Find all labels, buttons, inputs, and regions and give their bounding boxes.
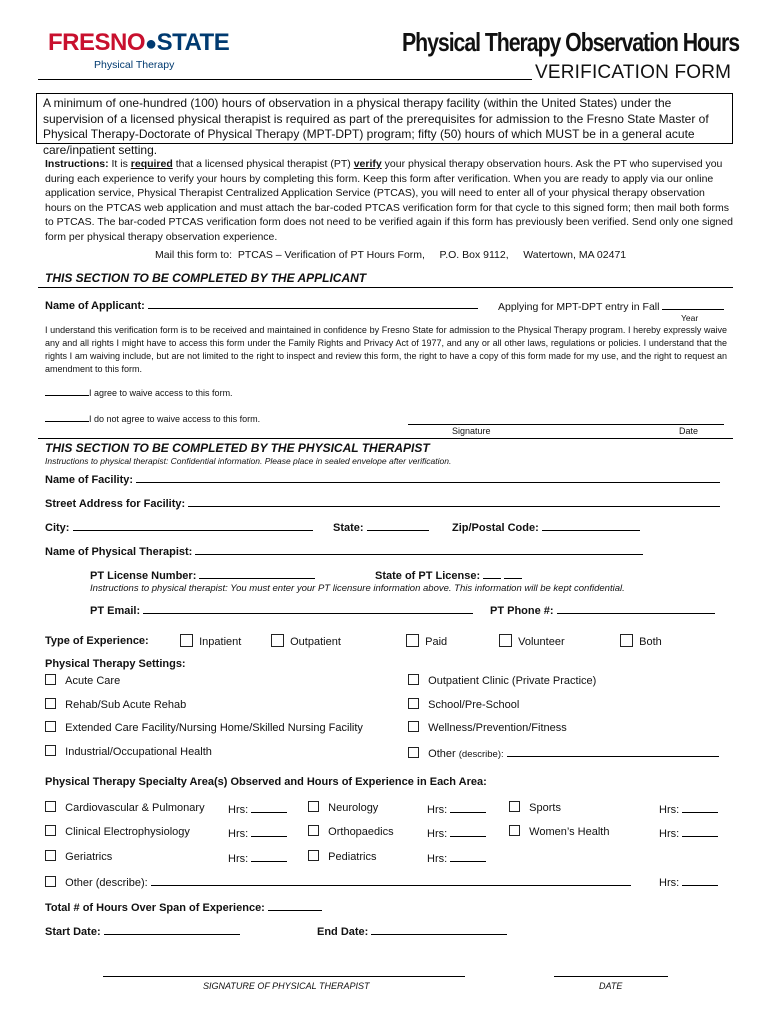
agree-label: I agree to waive access to this form. bbox=[89, 388, 233, 398]
setting-other-label: Other bbox=[428, 748, 456, 760]
end-label: End Date: bbox=[317, 926, 369, 938]
zip-label: Zip/Postal Code: bbox=[452, 522, 539, 534]
setting-wellness-checkbox[interactable] bbox=[408, 721, 419, 732]
total-field[interactable] bbox=[268, 899, 322, 911]
agree-initial-field[interactable] bbox=[45, 387, 89, 396]
hrs-label: Hrs: bbox=[228, 828, 249, 840]
total-row bbox=[45, 899, 322, 914]
spec-geriatrics-hrs bbox=[228, 850, 287, 865]
hrs-label: Hrs: bbox=[228, 853, 249, 865]
license-state-label: State of PT License: bbox=[375, 570, 481, 582]
setting-other-checkbox[interactable] bbox=[408, 747, 419, 758]
pt-signature-line[interactable] bbox=[103, 976, 465, 977]
applying-label: Applying for MPT-DPT entry in Fall bbox=[498, 301, 660, 313]
city-field[interactable] bbox=[73, 519, 313, 531]
exp-paid-label: Paid bbox=[425, 636, 448, 648]
logo-word1: FRESNO bbox=[48, 29, 146, 56]
exp-inpatient-checkbox[interactable] bbox=[180, 634, 193, 647]
spec-peds-checkbox[interactable] bbox=[308, 850, 319, 861]
hrs-label: Hrs: bbox=[427, 804, 448, 816]
setting-school[interactable] bbox=[408, 698, 519, 711]
state-field[interactable] bbox=[367, 519, 429, 531]
spec-other bbox=[45, 874, 631, 889]
instructions-text-1: It is bbox=[108, 158, 131, 170]
applicant-heading: THIS SECTION TO BE COMPLETED BY THE APPLICANT bbox=[45, 271, 367, 285]
instructions-label: Instructions: bbox=[45, 158, 109, 170]
exp-both-checkbox[interactable] bbox=[620, 634, 633, 647]
spec-ortho-checkbox[interactable] bbox=[308, 825, 319, 836]
spec-womens-checkbox[interactable] bbox=[509, 825, 520, 836]
spec-other-label: Other (describe): bbox=[65, 877, 148, 889]
signature-label: Signature bbox=[452, 426, 491, 436]
therapist-heading: THIS SECTION TO BE COMPLETED BY THE PHYSICAL THERAPIST bbox=[45, 441, 430, 455]
therapist-heading-rule bbox=[38, 438, 733, 439]
date-label: Date bbox=[679, 426, 699, 436]
setting-industrial-checkbox[interactable] bbox=[45, 745, 56, 756]
end-row bbox=[317, 923, 507, 938]
setting-extended-care[interactable] bbox=[45, 721, 363, 734]
exp-volunteer-checkbox[interactable] bbox=[499, 634, 512, 647]
agree-row bbox=[45, 387, 233, 398]
spec-electro-label: Clinical Electrophysiology bbox=[65, 826, 190, 838]
spec-womens[interactable] bbox=[509, 825, 609, 838]
pt-name-label: Name of Physical Therapist: bbox=[45, 546, 193, 558]
city-label: City: bbox=[45, 522, 70, 534]
hrs-label: Hrs: bbox=[427, 853, 448, 865]
state-label: State: bbox=[333, 522, 364, 534]
start-label: Start Date: bbox=[45, 926, 101, 938]
setting-extended-care-checkbox[interactable] bbox=[45, 721, 56, 732]
spec-sports-checkbox[interactable] bbox=[509, 801, 520, 812]
email-label: PT Email: bbox=[90, 605, 141, 617]
logo-sub: Physical Therapy bbox=[94, 59, 175, 71]
zip-field[interactable] bbox=[542, 519, 640, 531]
setting-other-field[interactable] bbox=[507, 745, 719, 757]
pt-name-field[interactable] bbox=[195, 543, 643, 555]
disagree-row bbox=[45, 413, 260, 424]
intro-box bbox=[36, 93, 733, 157]
applicant-heading-rule bbox=[38, 287, 733, 288]
phone-label: PT Phone #: bbox=[490, 605, 554, 617]
setting-wellness-label: Wellness/Prevention/Fitness bbox=[428, 722, 567, 734]
exp-both-label: Both bbox=[639, 636, 662, 648]
street-row bbox=[45, 495, 720, 510]
start-row bbox=[45, 923, 240, 938]
email-row bbox=[90, 602, 473, 617]
pt-date-line[interactable] bbox=[554, 976, 668, 977]
end-date-field[interactable] bbox=[371, 923, 507, 935]
exp-volunteer[interactable] bbox=[499, 634, 565, 648]
setting-industrial[interactable] bbox=[45, 745, 212, 758]
setting-rehab-checkbox[interactable] bbox=[45, 698, 56, 709]
spec-womens-hrs bbox=[659, 825, 718, 840]
spec-cardio-label: Cardiovascular & Pulmonary bbox=[65, 802, 205, 814]
hrs-label: Hrs: bbox=[659, 804, 680, 816]
spec-sports-label: Sports bbox=[529, 802, 561, 814]
spec-sports-hrs-field[interactable] bbox=[682, 801, 718, 813]
spec-neuro-checkbox[interactable] bbox=[308, 801, 319, 812]
spec-geriatrics-label: Geriatrics bbox=[65, 851, 113, 863]
form-subtitle: VERIFICATION FORM bbox=[535, 62, 732, 83]
license-note: Instructions to physical therapist: You must enter your PT licensure information above. This information will be kept confidential. bbox=[90, 583, 625, 594]
entry-year-field[interactable] bbox=[662, 298, 724, 310]
license-field[interactable] bbox=[199, 567, 315, 579]
phone-field[interactable] bbox=[557, 602, 715, 614]
experience-label: Type of Experience: bbox=[45, 635, 149, 647]
license-row bbox=[90, 567, 315, 582]
logo-paw-icon: ● bbox=[145, 33, 157, 55]
setting-other-describe-label: (describe): bbox=[458, 749, 504, 760]
setting-industrial-label: Industrial/Occupational Health bbox=[65, 746, 212, 758]
spec-cardio-hrs bbox=[228, 801, 287, 816]
setting-rehab-label: Rehab/Sub Acute Rehab bbox=[65, 699, 187, 711]
spec-peds-hrs-field[interactable] bbox=[450, 850, 486, 862]
setting-school-label: School/Pre-School bbox=[428, 699, 520, 711]
spec-other-hrs bbox=[659, 874, 718, 889]
spec-sports-hrs bbox=[659, 801, 718, 816]
zip-row bbox=[452, 519, 640, 534]
form-title: Physical Therapy Observation Hours bbox=[402, 27, 739, 57]
exp-inpatient-label: Inpatient bbox=[199, 636, 242, 648]
exp-volunteer-label: Volunteer bbox=[518, 636, 565, 648]
phone-row bbox=[490, 602, 715, 617]
spec-sports[interactable] bbox=[509, 801, 561, 814]
setting-school-checkbox[interactable] bbox=[408, 698, 419, 709]
spec-electro-hrs bbox=[228, 825, 287, 840]
license-state-field-2[interactable] bbox=[504, 567, 522, 579]
facility-row bbox=[45, 471, 720, 486]
exp-both[interactable] bbox=[620, 634, 662, 648]
spec-peds-hrs bbox=[427, 850, 486, 865]
setting-extended-care-label: Extended Care Facility/Nursing Home/Skilled Nursing Facility bbox=[65, 722, 363, 734]
exp-inpatient[interactable] bbox=[180, 634, 241, 648]
spec-other-checkbox[interactable] bbox=[45, 876, 56, 887]
exp-outpatient-label: Outpatient bbox=[290, 636, 341, 648]
spec-neuro[interactable] bbox=[308, 801, 378, 814]
spec-neuro-label: Neurology bbox=[328, 802, 379, 814]
exp-outpatient[interactable] bbox=[271, 634, 341, 648]
setting-outpatient-clinic-checkbox[interactable] bbox=[408, 674, 419, 685]
disagree-initial-field[interactable] bbox=[45, 413, 89, 422]
settings-label: Physical Therapy Settings: bbox=[45, 658, 186, 670]
license-state-row bbox=[375, 567, 522, 582]
hrs-label: Hrs: bbox=[659, 877, 680, 889]
spec-peds-label: Pediatrics bbox=[328, 851, 377, 863]
setting-wellness[interactable] bbox=[408, 721, 567, 734]
spec-geriatrics[interactable] bbox=[45, 850, 112, 863]
spec-electro-checkbox[interactable] bbox=[45, 825, 56, 836]
setting-rehab[interactable] bbox=[45, 698, 186, 711]
exp-paid-checkbox[interactable] bbox=[406, 634, 419, 647]
spec-other-hrs-field[interactable] bbox=[682, 874, 718, 886]
spec-ortho-hrs-field[interactable] bbox=[450, 825, 486, 837]
street-field[interactable] bbox=[188, 495, 720, 507]
instructions-text-3: your physical therapy observation hours. Ask the PT who supervised you during each experience to verify your hours by completing this form. Keep this form after verification. When you are ready to apply via our online application service, Physical Therapist Centralized Application Service (PTCAS), you will need to enter all of your physical therapy observation hours on the PTCAS web application and must attach the bar-coded PTCAS verification form for that cycle to this signed form; then mail both forms to PTCAS. The bar-coded PTCAS verification form does not need to be verified again if this form has previously been verified. Send only one signed form per physical therapy observation experience. bbox=[45, 158, 733, 243]
spec-ortho[interactable] bbox=[308, 825, 394, 838]
street-label: Street Address for Facility: bbox=[45, 498, 186, 510]
spec-peds[interactable] bbox=[308, 850, 376, 863]
pt-date-label: DATE bbox=[599, 981, 623, 991]
exp-paid[interactable] bbox=[406, 634, 447, 648]
waiver-text: I understand this verification form is to be received and maintained in confidence by Fresno State for admission to the Physical Therapy program. I hereby expressly waive any and all rights I might have to access this form under the Family Rights and Privacy Act of 1977, and any or all other laws, regulations or policies. I understand that the rights I am waiving include, but are not limited to the right to inspect and review this form, the right to have a copy of this form made for my use, and the right to request an amendment to this form. bbox=[45, 325, 727, 374]
email-field[interactable] bbox=[143, 602, 473, 614]
spec-ortho-hrs bbox=[427, 825, 486, 840]
spec-cardio[interactable] bbox=[45, 801, 205, 814]
spec-neuro-hrs-field[interactable] bbox=[450, 801, 486, 813]
spec-cardio-hrs-field[interactable] bbox=[251, 801, 287, 813]
disagree-label: I do not agree to waive access to this form. bbox=[89, 414, 261, 424]
logo-word2: STATE bbox=[156, 29, 230, 56]
instructions-text-2: that a licensed physical therapist (PT) bbox=[172, 158, 354, 170]
pt-name-row bbox=[45, 543, 643, 558]
mail-address: Mail this form to: PTCAS – Verification of PT Hours Form, P.O. Box 9112, Watertown, MA 02471 bbox=[155, 249, 627, 261]
spec-womens-label: Women’s Health bbox=[529, 826, 610, 838]
license-state-field-1[interactable] bbox=[483, 567, 501, 579]
spec-cardio-checkbox[interactable] bbox=[45, 801, 56, 812]
applicant-signature-line[interactable] bbox=[408, 424, 724, 425]
facility-label: Name of Facility: bbox=[45, 474, 134, 486]
city-row bbox=[45, 519, 313, 534]
spec-geriatrics-checkbox[interactable] bbox=[45, 850, 56, 861]
hrs-label: Hrs: bbox=[659, 828, 680, 840]
applying-row bbox=[498, 298, 724, 313]
spec-geriatrics-hrs-field[interactable] bbox=[251, 850, 287, 862]
spec-neuro-hrs bbox=[427, 801, 486, 816]
license-label: PT License Number: bbox=[90, 570, 197, 582]
logo bbox=[48, 29, 230, 75]
applicant-name-label: Name of Applicant: bbox=[45, 300, 145, 312]
instructions-verify: verify bbox=[353, 158, 382, 170]
pt-signature-label: SIGNATURE OF PHYSICAL THERAPIST bbox=[203, 981, 370, 991]
intro-text: A minimum of one-hundred (100) hours of observation in a physical therapy facility (within the United States) under the supervision of a licensed physical therapist is required as part of the prerequisites for admission to the Fresno State Master of Physical Therapy-Doctorate of Physical Therapy (MPT-DPT) program; fifty (50) hours of which MUST be in a general acute care/inpatient setting. bbox=[43, 96, 709, 157]
title-rule bbox=[38, 79, 532, 80]
total-label: Total # of Hours Over Span of Experience: bbox=[45, 902, 265, 914]
instructions bbox=[45, 157, 733, 244]
start-date-field[interactable] bbox=[104, 923, 240, 935]
state-row bbox=[333, 519, 429, 534]
therapist-note: Instructions to physical therapist: Confidential information. Please place in sealed envelope after verification. bbox=[45, 456, 452, 466]
spec-electro[interactable] bbox=[45, 825, 190, 838]
setting-outpatient-clinic[interactable] bbox=[408, 674, 596, 687]
year-label: Year bbox=[681, 313, 699, 323]
spec-electro-hrs-field[interactable] bbox=[251, 825, 287, 837]
setting-outpatient-clinic-label: Outpatient Clinic (Private Practice) bbox=[428, 675, 597, 687]
hrs-label: Hrs: bbox=[427, 828, 448, 840]
hrs-label: Hrs: bbox=[228, 804, 249, 816]
spec-other-field[interactable] bbox=[151, 874, 631, 886]
applicant-name-row bbox=[45, 297, 478, 312]
facility-field[interactable] bbox=[136, 471, 720, 483]
setting-acute-care-label: Acute Care bbox=[65, 675, 121, 687]
setting-acute-care-checkbox[interactable] bbox=[45, 674, 56, 685]
spec-womens-hrs-field[interactable] bbox=[682, 825, 718, 837]
spec-ortho-label: Orthopaedics bbox=[328, 826, 394, 838]
setting-other bbox=[408, 745, 719, 760]
applicant-name-field[interactable] bbox=[148, 297, 478, 309]
exp-outpatient-checkbox[interactable] bbox=[271, 634, 284, 647]
specialty-label: Physical Therapy Specialty Area(s) Observed and Hours of Experience in Each Area: bbox=[45, 776, 487, 788]
instructions-required: required bbox=[130, 158, 173, 170]
setting-acute-care[interactable] bbox=[45, 674, 120, 687]
